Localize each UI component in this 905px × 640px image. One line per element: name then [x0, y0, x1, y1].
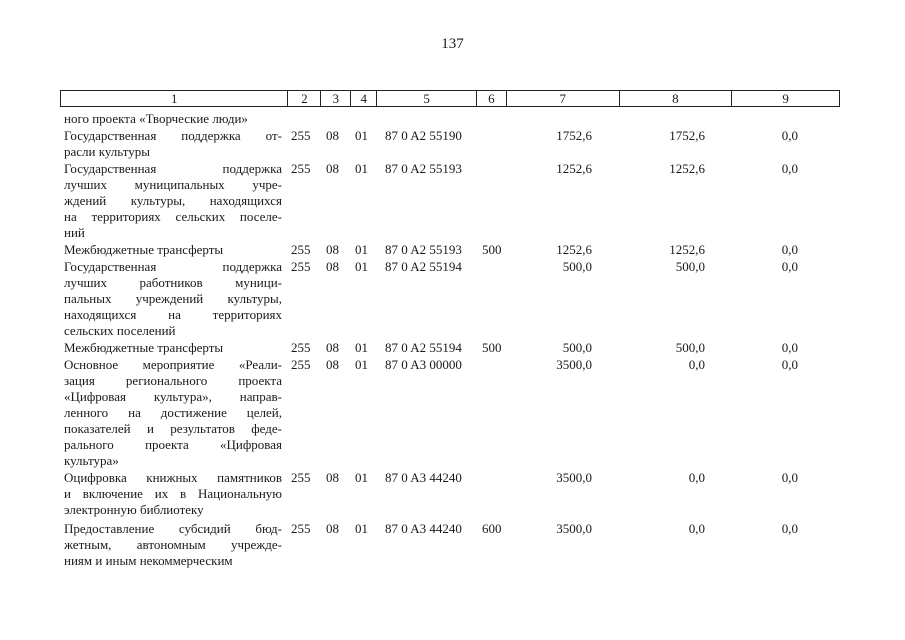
cell-col-7: 3500,0	[556, 357, 592, 372]
cell-col-3: 08	[326, 521, 339, 536]
row-name-line: расли культуры	[64, 144, 150, 159]
header-col-6: 6	[477, 91, 507, 106]
cell-col-8: 0,0	[688, 357, 705, 372]
row-name-line: культура»	[64, 453, 119, 468]
row-name-line: рального проекта «Цифровая	[64, 437, 282, 452]
row-name-line: Межбюджетные трансферты	[64, 242, 224, 257]
cell-col-4: 01	[355, 357, 368, 372]
row-name-line: Основное мероприятие «Реали-	[64, 357, 282, 372]
row-name	[64, 128, 282, 160]
cell-col-3: 08	[326, 242, 339, 257]
row-name-line: и включение их в Национальную	[64, 486, 282, 501]
table-row	[64, 128, 840, 160]
cell-col-9: 0,0	[781, 470, 798, 485]
cell-col-4: 01	[355, 259, 368, 274]
row-name-line: «Цифровая культура», направ-	[64, 389, 282, 404]
cell-col-8: 0,0	[688, 470, 705, 485]
cell-col-4: 01	[355, 242, 368, 257]
row-name	[64, 111, 282, 127]
header-col-3: 3	[321, 91, 351, 106]
cell-col-6: 600	[482, 521, 502, 536]
table-row	[64, 340, 840, 356]
page-number: 137	[441, 36, 464, 52]
row-name-line: Государственная поддержка	[64, 161, 282, 176]
cell-col-5: 87 0 A2 55194	[385, 340, 462, 355]
table-row	[64, 161, 840, 241]
cell-col-7: 3500,0	[556, 470, 592, 485]
cell-col-7: 500,0	[562, 259, 592, 274]
cell-col-8: 1252,6	[669, 161, 705, 176]
cell-col-4: 01	[355, 128, 368, 143]
table-header	[60, 90, 840, 107]
cell-col-7: 1252,6	[556, 161, 592, 176]
cell-col-4: 01	[355, 470, 368, 485]
row-name	[64, 340, 282, 356]
cell-col-5: 87 0 A2 55194	[385, 259, 462, 274]
cell-col-5: 87 0 A3 44240	[385, 470, 462, 485]
table-row	[64, 242, 840, 258]
cell-col-9: 0,0	[781, 242, 798, 257]
cell-col-2: 255	[291, 357, 311, 372]
row-name-line: Предоставление субсидий бюд-	[64, 521, 282, 536]
header-col-5: 5	[377, 91, 477, 106]
cell-col-8: 500,0	[675, 340, 705, 355]
row-name-line: ленного на достижение целей,	[64, 405, 282, 420]
table-body	[64, 111, 840, 570]
header-col-8: 8	[620, 91, 733, 106]
header-col-1: 1	[61, 91, 288, 106]
cell-col-8: 0,0	[688, 521, 705, 536]
cell-col-9: 0,0	[781, 340, 798, 355]
cell-col-3: 08	[326, 128, 339, 143]
row-name-line: ний	[64, 225, 85, 240]
row-name-line: Межбюджетные трансферты	[64, 340, 224, 355]
row-name-line: ного проекта «Творческие люди»	[64, 111, 248, 126]
cell-col-2: 255	[291, 259, 311, 274]
header-col-4: 4	[351, 91, 377, 106]
table-row	[64, 521, 840, 569]
cell-col-8: 1752,6	[669, 128, 705, 143]
cell-col-2: 255	[291, 340, 311, 355]
row-name-line: сельских поселений	[64, 323, 176, 338]
cell-col-6: 500	[482, 340, 502, 355]
row-name-line: электронную библиотеку	[64, 502, 204, 517]
cell-col-9: 0,0	[781, 161, 798, 176]
header-col-2: 2	[288, 91, 321, 106]
row-name-line: на территориях сельских поселе-	[64, 209, 282, 224]
row-name	[64, 259, 282, 339]
table-row	[64, 259, 840, 339]
row-name-line: Государственная поддержка от-	[64, 128, 282, 143]
row-name-line: пальных учреждений культуры,	[64, 291, 282, 306]
cell-col-4: 01	[355, 161, 368, 176]
row-name-line: жетным, автономным учрежде-	[64, 537, 282, 552]
cell-col-7: 500,0	[562, 340, 592, 355]
row-name-line: Государственная поддержка	[64, 259, 282, 274]
cell-col-4: 01	[355, 521, 368, 536]
cell-col-9: 0,0	[781, 259, 798, 274]
row-name	[64, 161, 282, 241]
cell-col-7: 1752,6	[556, 128, 592, 143]
row-name-line: находящихся на территориях	[64, 307, 282, 322]
cell-col-3: 08	[326, 259, 339, 274]
cell-col-6: 500	[482, 242, 502, 257]
row-name-line: зация регионального проекта	[64, 373, 282, 388]
cell-col-7: 1252,6	[556, 242, 592, 257]
table-row	[64, 111, 840, 127]
cell-col-2: 255	[291, 470, 311, 485]
cell-col-5: 87 0 A2 55190	[385, 128, 462, 143]
row-name-line: лучших работников муници-	[64, 275, 282, 290]
cell-col-5: 87 0 A3 00000	[385, 357, 462, 372]
row-name	[64, 357, 282, 469]
row-name-line: Оцифровка книжных памятников	[64, 470, 282, 485]
header-col-9: 9	[782, 91, 789, 106]
cell-col-5: 87 0 A3 44240	[385, 521, 462, 536]
row-name-line: ждений культуры, находящихся	[64, 193, 282, 208]
header-col-7: 7	[507, 91, 620, 106]
cell-col-9: 0,0	[781, 128, 798, 143]
cell-col-9: 0,0	[781, 357, 798, 372]
cell-col-2: 255	[291, 128, 311, 143]
table-row	[64, 357, 840, 469]
table-row	[64, 470, 840, 518]
cell-col-5: 87 0 A2 55193	[385, 161, 462, 176]
cell-col-3: 08	[326, 357, 339, 372]
row-name	[64, 242, 282, 258]
cell-col-8: 500,0	[675, 259, 705, 274]
cell-col-3: 08	[326, 340, 339, 355]
row-name-line: ниям и иным некоммерческим	[64, 553, 233, 568]
cell-col-3: 08	[326, 470, 339, 485]
cell-col-5: 87 0 A2 55193	[385, 242, 462, 257]
row-name-line: показателей и результатов феде-	[64, 421, 282, 436]
cell-col-2: 255	[291, 521, 311, 536]
cell-col-3: 08	[326, 161, 339, 176]
cell-col-7: 3500,0	[556, 521, 592, 536]
cell-col-9: 0,0	[781, 521, 798, 536]
cell-col-2: 255	[291, 161, 311, 176]
cell-col-2: 255	[291, 242, 311, 257]
row-name-line: лучших муниципальных учре-	[64, 177, 282, 192]
row-name	[64, 521, 282, 569]
cell-col-8: 1252,6	[669, 242, 705, 257]
row-name	[64, 470, 282, 518]
cell-col-4: 01	[355, 340, 368, 355]
